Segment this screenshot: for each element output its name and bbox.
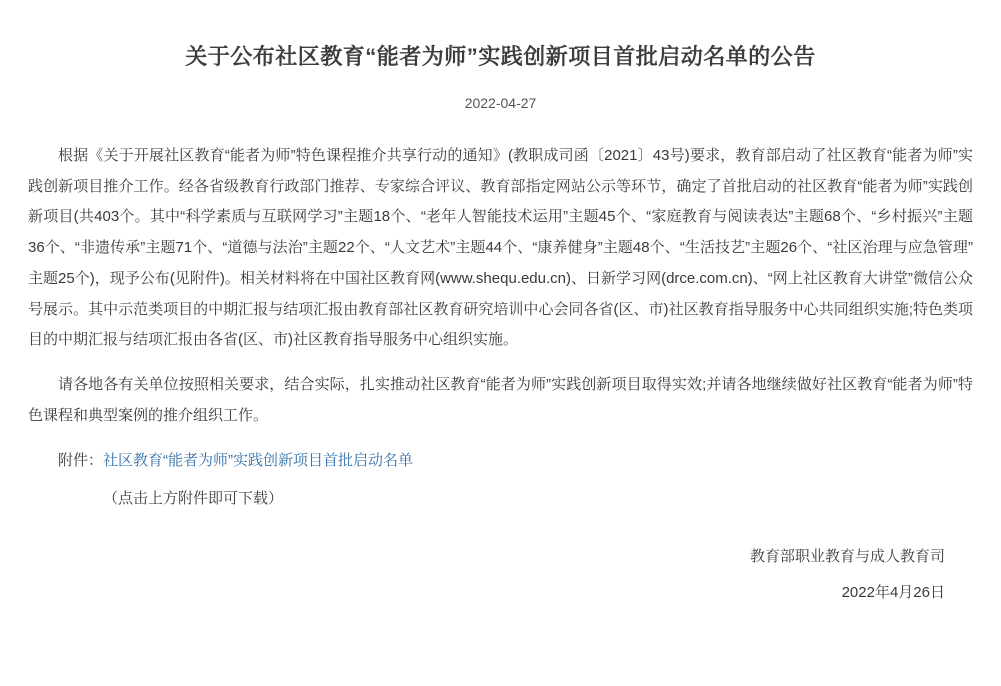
publish-date: 2022-04-27	[464, 94, 537, 111]
attachment-line	[28, 446, 973, 476]
attachment-label: 附件：	[58, 451, 104, 469]
document-body	[0, 111, 1001, 608]
paragraph-2: 请各地各有关单位按照相关要求，结合实际，扎实推动社区教育“能者为师”实践创新项目取得实效;并请各地继续做好社区教育“能者为师”特色课程和典型案例的推介组织工作。	[28, 376, 973, 424]
paragraph-1: 根据《关于开展社区教育“能者为师”特色课程推介共享行动的通知》(教职成司函〔2021〕43号)要求，教育部启动了社区教育“能者为师”实践创新项目推介工作。经各省级教育行政部门推荐、专家综合评议、教育部指定网站公示等环节，确定了首批启动的社区教育“能者为师”实践创新项目(共403个。其中“科学素质与互联网学习”主题18个、“老年人智能技术运用”主题45个、“家庭教育与阅读表达”主题68个、“乡村振兴”主题36个、“非遗传承”主题71个、“道德与法治”主题22个、“人文艺术”主题44个、“康养健身”主题48个、“生活技艺”主题26个、“社区治理与应急管理”主题25个)，现予公布(见附件)。相关材料将在中国社区教育网(www.shequ.edu.cn)、日新学习网(drce.com.cn)、“网上社区教育大讲堂”微信公众号展示。其中示范类项目的中期汇报与结项汇报由教育部社区教育研究培训中心会同各省(区、市)社区教育指导服务中心共同组织实施;特色类项目的中期汇报与结项汇报由各省(区、市)社区教育指导服务中心组织实施。	[28, 146, 973, 349]
attachment-link[interactable]: 社区教育“能者为师”实践创新项目首批启动名单	[103, 451, 414, 469]
attachment-hint: （点击上方附件即可下载）	[103, 489, 284, 507]
paragraph-spacer	[28, 360, 973, 370]
signature-date: 2022年4月26日	[841, 583, 945, 601]
signature-department: 教育部职业教育与成人教育司	[749, 547, 945, 565]
page-title: 关于公布社区教育“能者为师”实践创新项目首批启动名单的公告	[185, 44, 816, 69]
